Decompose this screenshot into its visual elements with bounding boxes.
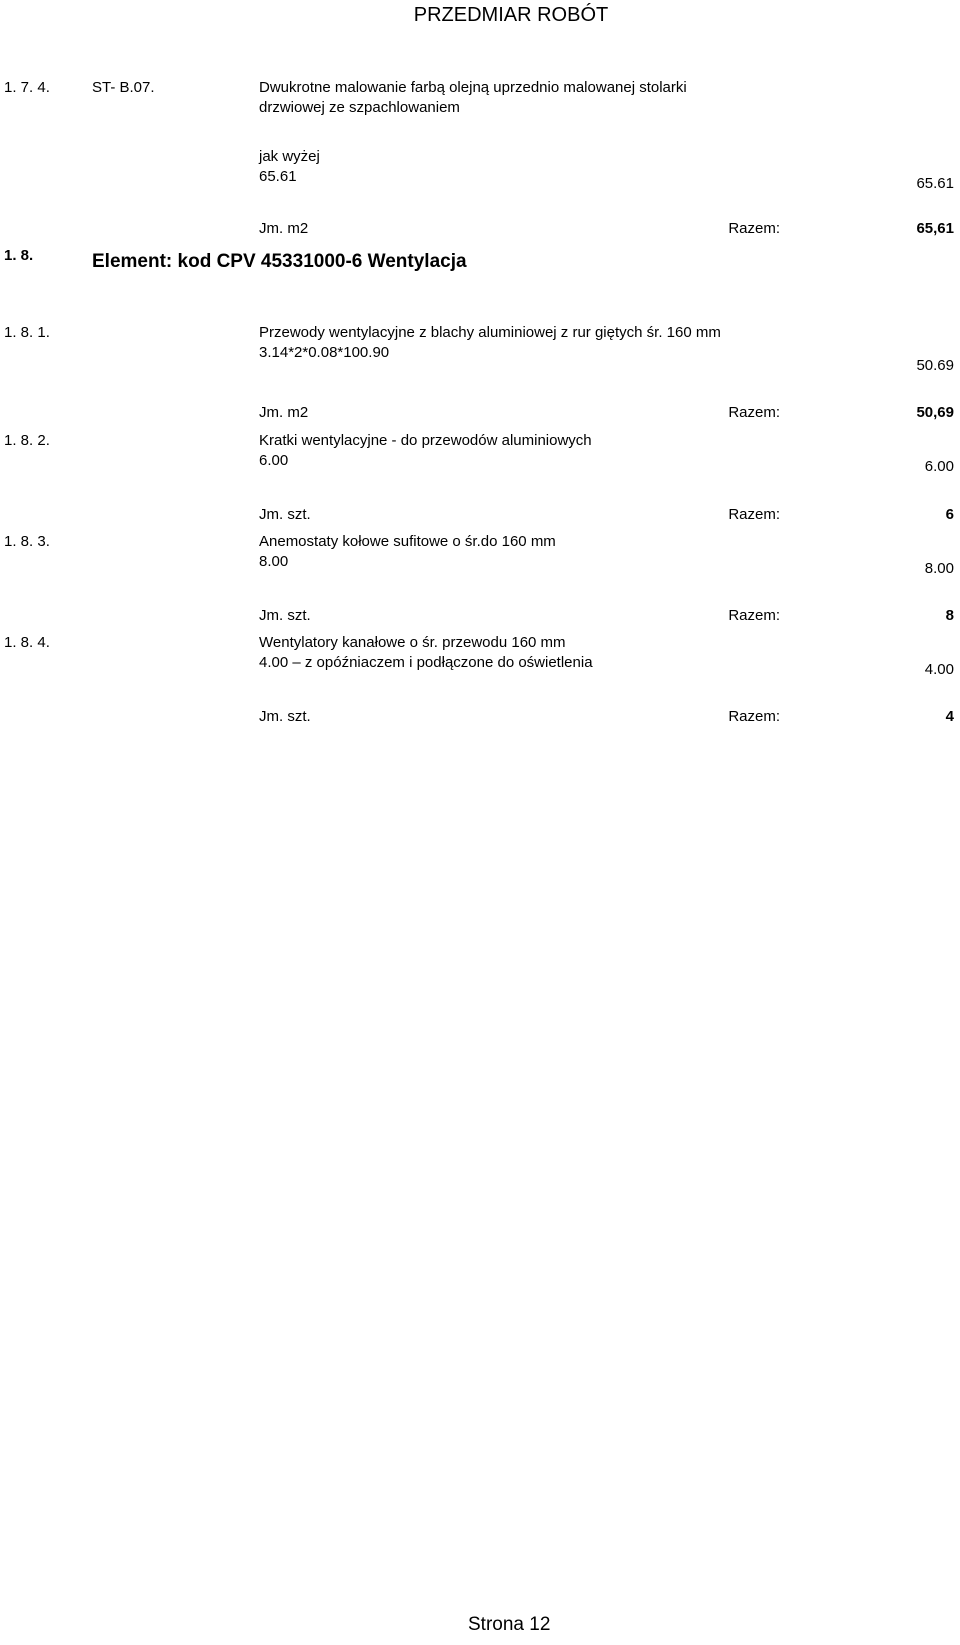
item-code: ST- B.07.: [92, 79, 155, 96]
line-value: 50.69: [916, 357, 954, 374]
item-number: 1. 8. 1.: [4, 324, 50, 341]
unit-label: Jm. szt.: [259, 708, 311, 725]
unit-label: Jm. szt.: [259, 506, 311, 523]
total-value: 6: [945, 506, 954, 523]
line-value: 65.61: [916, 175, 954, 192]
page-title: PRZEDMIAR ROBÓT: [413, 4, 609, 26]
unit-label: Jm. szt.: [259, 607, 311, 624]
calc-line: 6.00: [259, 452, 289, 469]
section-number: 1. 8.: [4, 247, 34, 264]
item-number: 1. 8. 4.: [4, 634, 50, 651]
unit-label: Jm. m2: [259, 220, 309, 237]
page-number: Strona 12: [468, 1614, 551, 1635]
calc-line: jak wyżej: [259, 148, 320, 165]
total-value: 4: [945, 708, 954, 725]
calc-line: 3.14*2*0.08*100.90: [259, 344, 390, 361]
item-description: drzwiowej ze szpachlowaniem: [259, 99, 460, 116]
total-label: Razem:: [728, 404, 780, 421]
item-description: Dwukrotne malowanie farbą olejną uprzednio malowanej stolarki: [259, 79, 687, 96]
line-value: 4.00: [924, 661, 954, 678]
calc-line: 4.00 – z opóźniaczem i podłączone do oświetlenia: [259, 654, 593, 671]
line-value: 8.00: [924, 560, 954, 577]
total-label: Razem:: [728, 506, 780, 523]
item-description: Kratki wentylacyjne - do przewodów aluminiowych: [259, 432, 592, 449]
total-label: Razem:: [728, 607, 780, 624]
item-description: Wentylatory kanałowe o śr. przewodu 160 mm: [259, 634, 566, 651]
total-value: 50,69: [916, 404, 954, 421]
calc-line: 8.00: [259, 553, 289, 570]
unit-label: Jm. m2: [259, 404, 309, 421]
section-title: Element: kod CPV 45331000-6 Wentylacja: [92, 251, 467, 272]
item-description: Przewody wentylacyjne z blachy aluminiowej z rur giętych śr. 160 mm: [259, 324, 721, 341]
total-value: 8: [945, 607, 954, 624]
item-number: 1. 7. 4.: [4, 79, 50, 96]
total-label: Razem:: [728, 220, 780, 237]
total-label: Razem:: [728, 708, 780, 725]
line-value: 6.00: [924, 458, 954, 475]
item-number: 1. 8. 3.: [4, 533, 50, 550]
calc-line: 65.61: [259, 168, 297, 185]
item-number: 1. 8. 2.: [4, 432, 50, 449]
total-value: 65,61: [916, 220, 954, 237]
item-description: Anemostaty kołowe sufitowe o śr.do 160 mm: [259, 533, 556, 550]
